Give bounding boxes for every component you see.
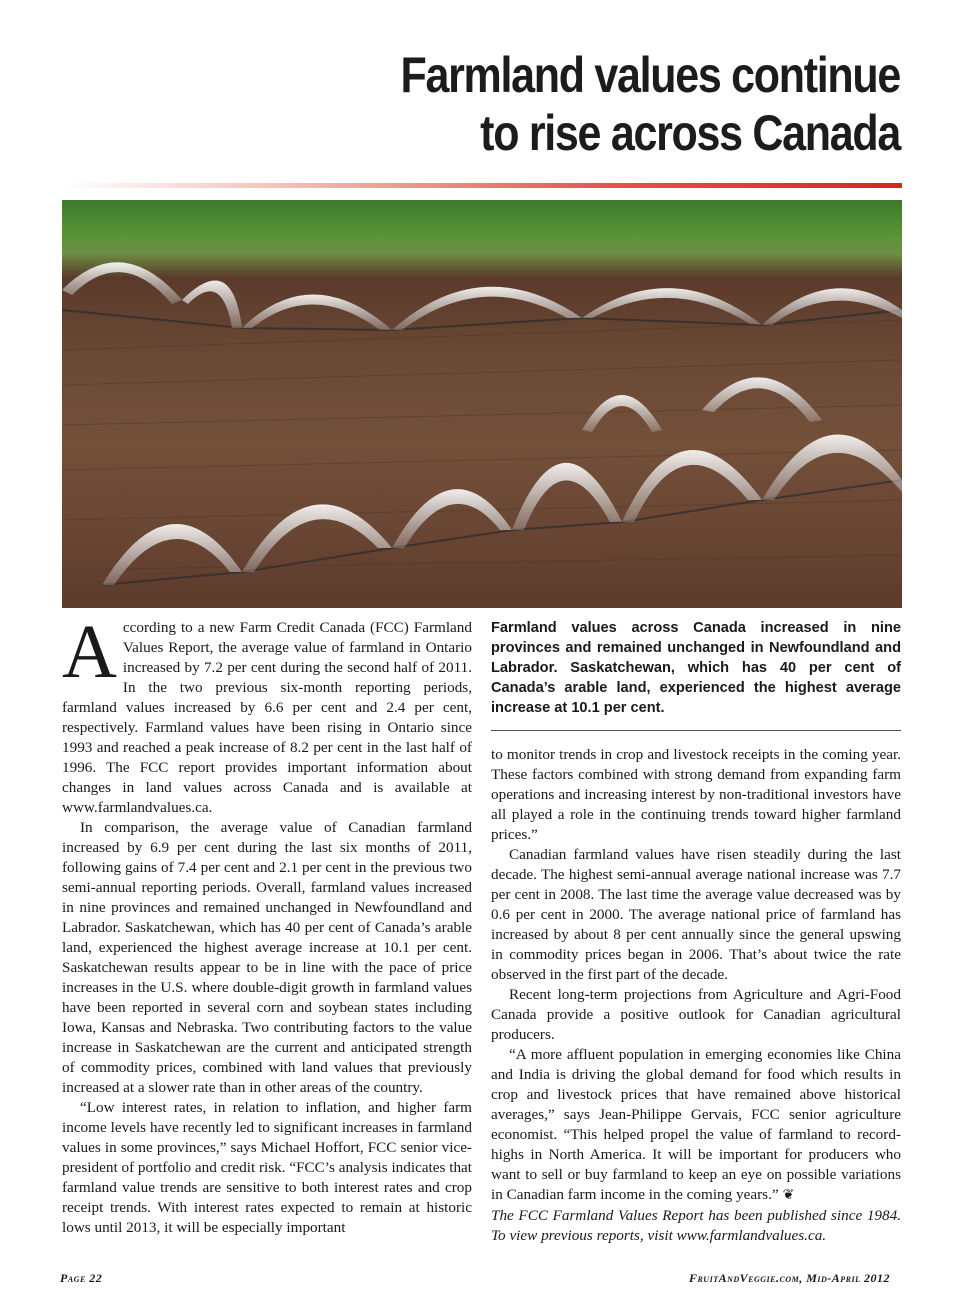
pull-quote: Farmland values across Canada increased in nine provinces and remained unchanged in Newfoundland and Labrador. Saskatchewan, which has 40 per cent of Canada’s arable land, experienced the highest average increase at 10.1 per cent. xyxy=(491,618,901,731)
irrigation-sprinklers-photo xyxy=(62,200,902,608)
headline-line-2: to rise across Canada xyxy=(480,105,900,161)
headline xyxy=(246,46,900,162)
page-number: Page 22 xyxy=(60,1271,103,1285)
sprinkler-illustration xyxy=(62,200,902,608)
paragraph-text: ccording to a new Farm Credit Canada (FCC) Farmland Values Report, the average value of farmland in Ontario increased by 7.2 per cent during the second half of 2011. In the two previous six-month reporting periods, farmland values increased by 6.6 per cent and 2.4 per cent, respectively. Farmland values have been rising in Ontario since 1993 and reached a peak increase of 8.2 per cent in the last half of 1996. The FCC report provides important information about changes in land values across Canada and is available at www.farmlandvalues.ca. xyxy=(62,619,472,816)
article-right-column xyxy=(491,618,901,1246)
article-note: The FCC Farmland Values Report has been published since 1984. To view previous reports, visit www.farmlandvalues.ca. xyxy=(491,1207,901,1244)
paragraph-text: “A more affluent population in emerging economies like China and India is driving the global demand for food which results in crop and livestock prices that have remained above historical averages,” says Jean-Philippe Gervais, FCC senior agriculture economist. “This helped propel the value of farmland to record-highs in North America. It will be important for producers who want to sell or buy farmland to keep an eye on possible variations in Canadian farm income in the coming years.” xyxy=(491,1046,901,1203)
article-paragraph-1 xyxy=(62,610,472,818)
article-paragraph-3: “Low interest rates, in relation to inflation, and higher farm income levels have recently led to significant increases in farmland values in some provinces,” says Michael Hoffort, FCC senior vice-president of portfolio and credit risk. “FCC’s analysis indicates that farmland value trends are sensitive to both interest rates and crop receipt trends. With interest rates expected to remain at historic lows until 2013, it will be especially important xyxy=(62,1099,472,1236)
article-paragraph-7 xyxy=(491,1045,901,1206)
headline-rule xyxy=(62,183,902,188)
end-mark-icon: ❦ xyxy=(782,1188,795,1203)
drop-cap: A xyxy=(62,610,117,694)
headline-line-1: Farmland values continue xyxy=(400,47,900,103)
article-paragraph-4: to monitor trends in crop and livestock receipts in the coming year. These factors combined with strong demand from expanding farm operations and increasing interest by non-traditional investors have all played a role in the continuing trends toward higher farmland prices.” xyxy=(491,746,901,843)
article-paragraph-5: Canadian farmland values have risen steadily during the last decade. The highest semi-annual average national increase was 7.7 per cent in 2008. The last time the average value decreased was by 0.6 per cent in 2000. The average national price of farmland has increased by about 8 per cent annually since the general upswing in commodity prices began in 2006. That’s about twice the rate observed in the first part of the decade. xyxy=(491,846,901,983)
article-paragraph-2: In comparison, the average value of Canadian farmland increased by 6.9 per cent during the last six months of 2011, following gains of 7.4 per cent and 2.1 per cent in the previous two semi-annual reporting periods. Overall, farmland values increased in nine provinces and remained unchanged in Newfoundland and Labrador. Saskatchewan, which has 40 per cent of Canada’s arable land, experienced the highest average increase at 10.1 per cent. Saskatchewan results appear to be in line with the pace of price increases in the U.S. where double-digit growth in farmland values have been reported in several corn and soybean states including Iowa, Kansas and Nebraska. Two contributing factors to the value increase in Saskatchewan are the current and anticipated strength of commodity prices, combined with land values that previously increased at a slower rate than in other areas of the country. xyxy=(62,819,472,1096)
article-paragraph-6: Recent long-term projections from Agriculture and Agri-Food Canada provide a positive outlook for Canadian agricultural producers. xyxy=(491,986,901,1043)
article-left-column xyxy=(62,610,472,1238)
publication-footer: FruitAndVeggie.com, Mid-April 2012 xyxy=(688,1271,890,1285)
